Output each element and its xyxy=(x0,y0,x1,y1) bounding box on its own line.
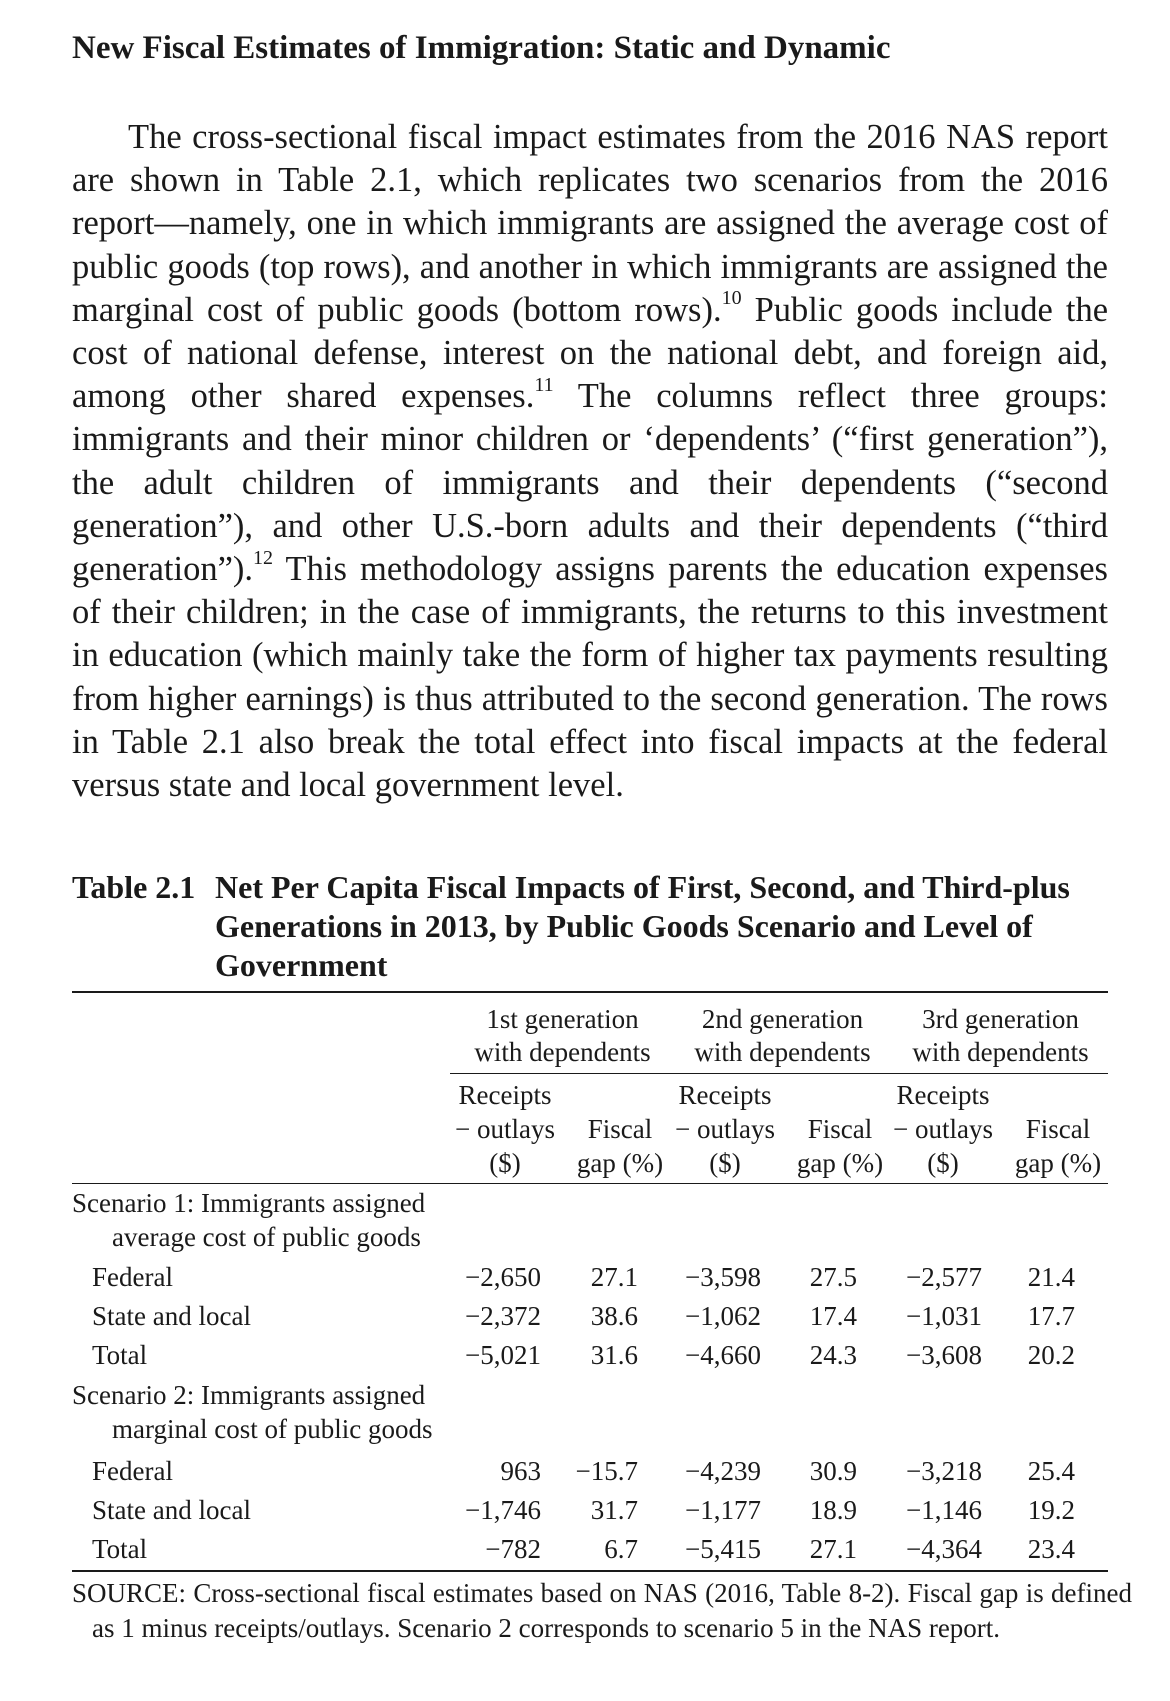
subheader-fiscal-gap: Fiscal xyxy=(587,1114,653,1144)
scenario-title: Scenario 1: Immigrants assigned xyxy=(72,1188,426,1218)
footnote-ref[interactable]: 10 xyxy=(721,287,742,310)
section-heading: New Fiscal Estimates of Immigration: Static and Dynamic xyxy=(72,30,891,66)
table-cell: 20.2 xyxy=(1027,1340,1075,1370)
group-header-3-line2: with dependents xyxy=(912,1037,1089,1067)
table-cell: −5,021 xyxy=(465,1340,541,1370)
subheader-receipts: ($) xyxy=(709,1148,741,1178)
subheader-receipts: Receipts xyxy=(678,1080,772,1110)
subheader-fiscal-gap: Fiscal xyxy=(807,1114,873,1144)
group-header-2-line1: 2nd generation xyxy=(701,1004,864,1034)
table-title: Net Per Capita Fiscal Impacts of First, Second, and Third-plus Generations in 2013, by Public Goods Scenario and Level of Government xyxy=(215,869,1070,983)
group-header-1-line2: with dependents xyxy=(474,1037,651,1067)
subheader-receipts: ($) xyxy=(927,1148,959,1178)
scenario-title: average cost of public goods xyxy=(112,1222,421,1252)
group-header-rule xyxy=(450,1073,1108,1074)
table-top-rule xyxy=(72,991,1108,993)
table-cell: −4,364 xyxy=(906,1534,982,1564)
table-cell: 25.4 xyxy=(1027,1456,1075,1486)
table-cell: 18.9 xyxy=(809,1495,857,1525)
table-bottom-rule xyxy=(72,1570,1108,1572)
subheader-fiscal-gap: gap (%) xyxy=(1014,1148,1102,1178)
table-cell: −5,415 xyxy=(685,1534,761,1564)
subheader-receipts: Receipts xyxy=(896,1080,990,1110)
paragraph-text: This methodology assigns parents the education expenses of their children; in the case of immigrants, the returns to this investment in education (which mainly take the form of higher tax payments resulting from higher earnings) is thus attributed to the second generation. The rows in Table 2.1 also break the total effect into fiscal impacts at the federal versus state and local government level. xyxy=(72,550,1108,805)
table-cell: −3,218 xyxy=(906,1456,982,1486)
footnote-ref[interactable]: 11 xyxy=(534,373,554,396)
subheader-receipts: − outlays xyxy=(675,1114,775,1144)
paragraph-text: The columns reflect three groups: immigrants and their minor children or ‘dependents’ (“first generation”), the adult children of immigrants and their dependents (“second generation”), and other U.S.-born adults and their dependents (“third generation”). xyxy=(72,377,1108,589)
table-cell: −2,577 xyxy=(906,1262,982,1292)
row-label: Federal xyxy=(92,1262,173,1292)
row-label: Total xyxy=(92,1534,148,1564)
table-cell: 963 xyxy=(500,1456,541,1486)
table-cell: 27.5 xyxy=(809,1262,857,1292)
table-cell: 17.7 xyxy=(1027,1301,1075,1331)
table-cell: 27.1 xyxy=(809,1534,857,1564)
table-cell: −3,598 xyxy=(685,1262,761,1292)
row-label: State and local xyxy=(92,1495,251,1525)
table-cell: 23.4 xyxy=(1027,1534,1075,1564)
subheader-receipts: − outlays xyxy=(893,1114,993,1144)
row-label: State and local xyxy=(92,1301,251,1331)
subheader-fiscal-gap: Fiscal xyxy=(1025,1114,1091,1144)
row-label: Federal xyxy=(92,1456,173,1486)
table-cell: 24.3 xyxy=(809,1340,857,1370)
table-label: Table 2.1 xyxy=(72,869,196,905)
table-cell: 27.1 xyxy=(590,1262,638,1292)
table-cell: 31.7 xyxy=(590,1495,638,1525)
table-cell: −2,372 xyxy=(465,1301,541,1331)
table-cell: −1,146 xyxy=(906,1495,982,1525)
subheader-fiscal-gap: gap (%) xyxy=(576,1148,664,1178)
group-header-1-line1: 1st generation xyxy=(486,1004,639,1034)
body-paragraph xyxy=(72,116,1108,807)
table-cell: −15.7 xyxy=(575,1456,638,1486)
table-cell: −1,177 xyxy=(685,1495,761,1525)
row-label: Total xyxy=(92,1340,148,1370)
group-header-2-line2: with dependents xyxy=(694,1037,871,1067)
footnote-ref[interactable]: 12 xyxy=(253,546,274,569)
table-cell: 38.6 xyxy=(590,1301,638,1331)
table-cell: 30.9 xyxy=(809,1456,857,1486)
table-cell: 21.4 xyxy=(1027,1262,1075,1292)
table-cell: −4,239 xyxy=(685,1456,761,1486)
table-cell: −1,031 xyxy=(906,1301,982,1331)
scenario-title: marginal cost of public goods xyxy=(112,1414,433,1444)
header-bottom-rule xyxy=(72,1183,1108,1184)
group-header-3-line1: 3rd generation xyxy=(922,1004,1079,1034)
table-cell: −1,062 xyxy=(685,1301,761,1331)
source-note: SOURCE: Cross-sectional fiscal estimates based on NAS (2016, Table 8-2). Fiscal gap is defined as 1 minus receipts/outlays. Scenario 2 corresponds to scenario 5 in the NAS report. xyxy=(72,1578,1132,1643)
subheader-fiscal-gap: gap (%) xyxy=(796,1148,884,1178)
table-cell: −4,660 xyxy=(685,1340,761,1370)
subheader-receipts: − outlays xyxy=(455,1114,555,1144)
table-cell: −3,608 xyxy=(906,1340,982,1370)
table-cell: 19.2 xyxy=(1027,1495,1075,1525)
table-cell: 17.4 xyxy=(809,1301,857,1331)
table-cell: 6.7 xyxy=(604,1534,638,1564)
scenario-title: Scenario 2: Immigrants assigned xyxy=(72,1380,426,1410)
table-cell: −1,746 xyxy=(465,1495,541,1525)
paragraph-text: Public goods include the cost of national defense, interest on the national debt, and foreign aid, among other shared expenses. xyxy=(72,290,1109,416)
paragraph-text: The cross-sectional fiscal impact estimates from the 2016 NAS report are shown in Table 2.1, which replicates two scenarios from the 2016 report—namely, one in which immigrants are assigned the average cost of public goods (top rows), and another in which immigrants are assigned the marginal cost of public goods (bottom rows). xyxy=(72,118,1108,329)
table-cell: −782 xyxy=(485,1534,541,1564)
subheader-receipts: Receipts xyxy=(458,1080,552,1110)
table-cell: 31.6 xyxy=(590,1340,638,1370)
subheader-receipts: ($) xyxy=(489,1148,521,1178)
table-cell: −2,650 xyxy=(465,1262,541,1292)
